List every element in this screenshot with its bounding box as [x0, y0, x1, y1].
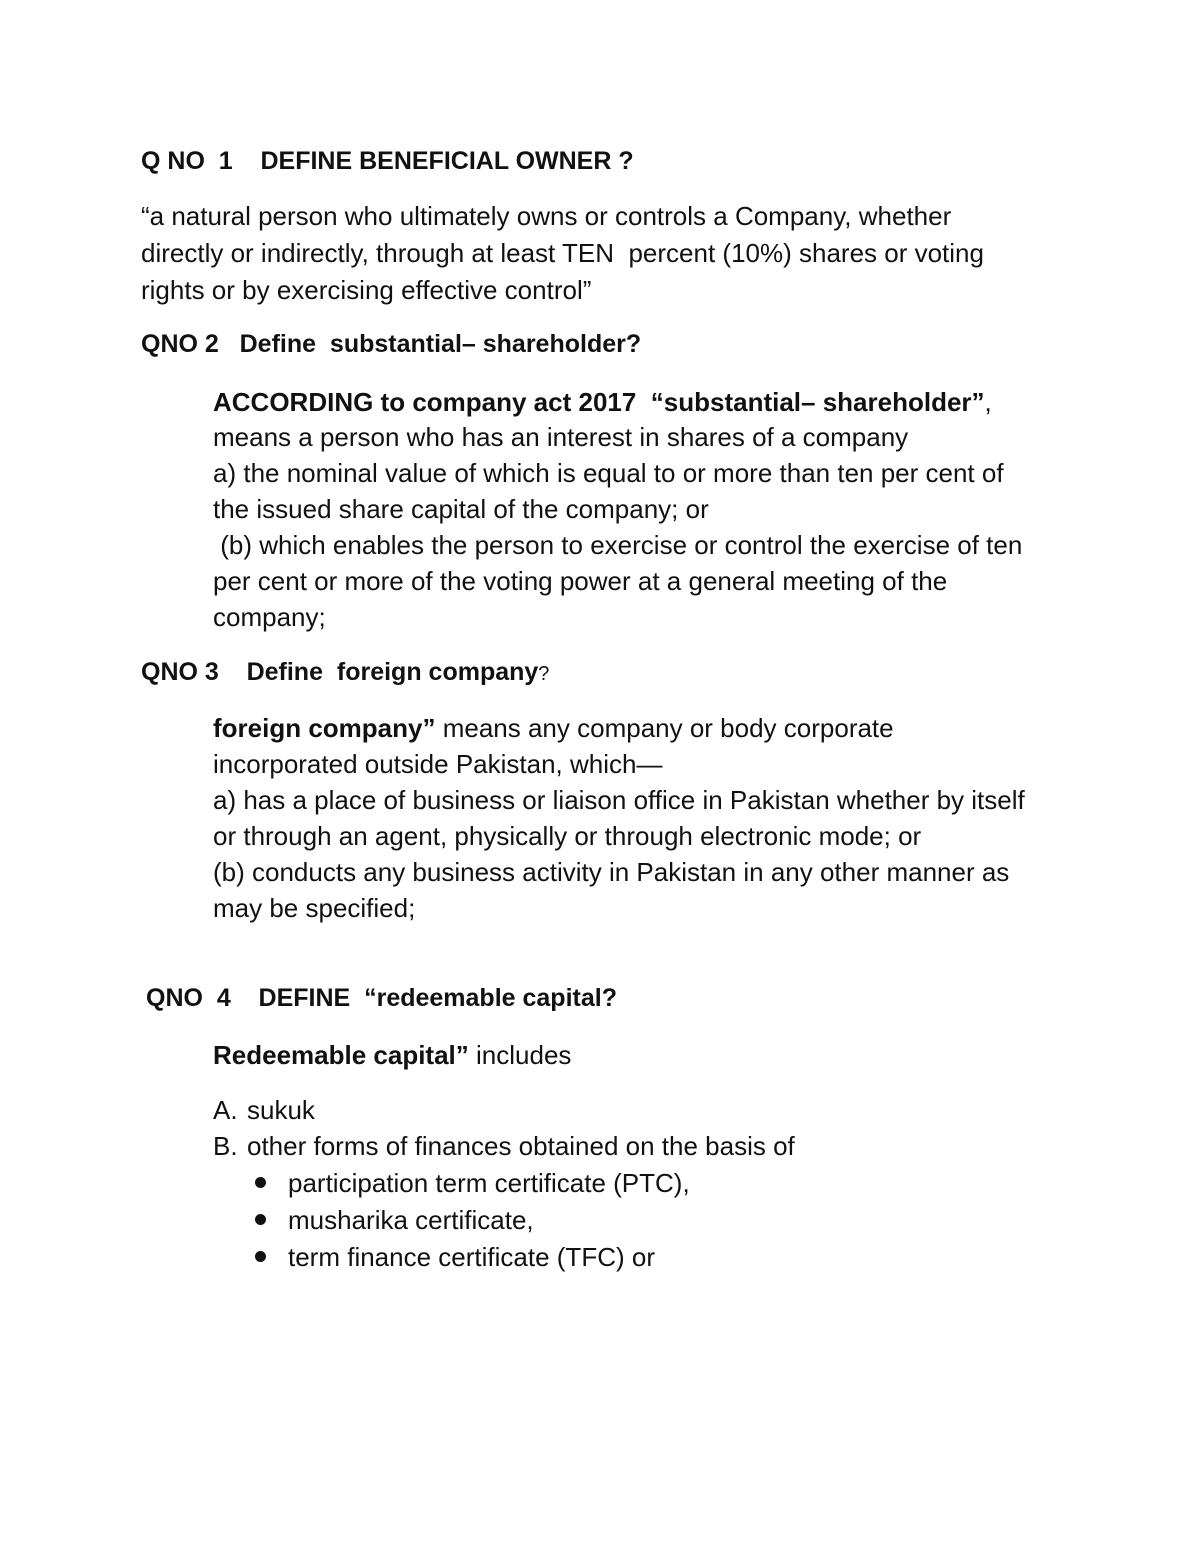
bullet-icon	[255, 1177, 266, 1188]
q1-line-2: directly or indirectly, through at least TEN percent (10%) shares or voting	[141, 238, 984, 268]
q1-line-3: rights or by exercising effective control”	[141, 275, 592, 305]
q2-heading: QNO 2 Define substantial– shareholder?	[141, 330, 642, 358]
q3-line-2: a) has a place of business or liaison office in Pakistan whether by itself	[213, 785, 1025, 815]
q4-intro-bold: Redeemable capital”	[213, 1040, 469, 1070]
q3-line-3: or through an agent, physically or through electronic mode; or	[213, 821, 922, 851]
q2-line-3: the issued share capital of the company; or	[213, 494, 709, 524]
q2-line-1: means a person who has an interest in shares of a company	[213, 422, 909, 452]
q3-line-4: (b) conducts any business activity in Pakistan in any other manner as	[213, 857, 1010, 887]
bullet-icon	[255, 1251, 266, 1262]
q3-intro	[213, 715, 894, 741]
q4-list-marker-b: B.	[213, 1131, 238, 1161]
q1-line-1: “a natural person who ultimately owns or controls a Company, whether	[141, 201, 952, 231]
q4-bullet-item-1: participation term certificate (PTC),	[288, 1168, 690, 1198]
q2-line-2: a) the nominal value of which is equal to or more than ten per cent of	[213, 458, 1004, 488]
q3-intro-tail: means any company or body corporate	[435, 713, 894, 743]
q3-line-1: incorporated outside Pakistan, which—	[213, 749, 663, 779]
q3-heading-tail: ?	[538, 663, 550, 685]
q3-intro-bold: foreign company”	[213, 713, 436, 743]
q2-line-5: per cent or more of the voting power at a general meeting of the	[213, 566, 948, 596]
q3-line-5: may be specified;	[213, 893, 416, 923]
q2-intro-bold: ACCORDING to company act 2017 “substantial– shareholder”	[213, 387, 985, 417]
q2-line-4: (b) which enables the person to exercise or control the exercise of ten	[213, 530, 1023, 560]
q2-intro	[213, 389, 992, 415]
q3-heading	[141, 660, 549, 685]
q4-intro	[213, 1042, 571, 1068]
q4-bullet-item-3: term finance certificate (TFC) or	[288, 1242, 655, 1272]
bullet-icon	[255, 1214, 266, 1225]
q4-bullet-item-2: musharika certificate,	[288, 1205, 534, 1235]
q2-intro-tail: ,	[984, 387, 992, 417]
q4-list-item-a: sukuk	[247, 1095, 315, 1125]
q1-heading: Q NO 1 DEFINE BENEFICIAL OWNER ?	[141, 147, 634, 175]
q4-list-item-b: other forms of finances obtained on the basis of	[247, 1131, 795, 1161]
q4-list-marker-a: A.	[213, 1095, 238, 1125]
q4-heading: QNO 4 DEFINE “redeemable capital?	[146, 984, 617, 1012]
q4-intro-tail: includes	[468, 1040, 572, 1070]
q3-heading-text: QNO 3 Define foreign company	[141, 658, 539, 686]
q2-line-6: company;	[213, 602, 326, 632]
